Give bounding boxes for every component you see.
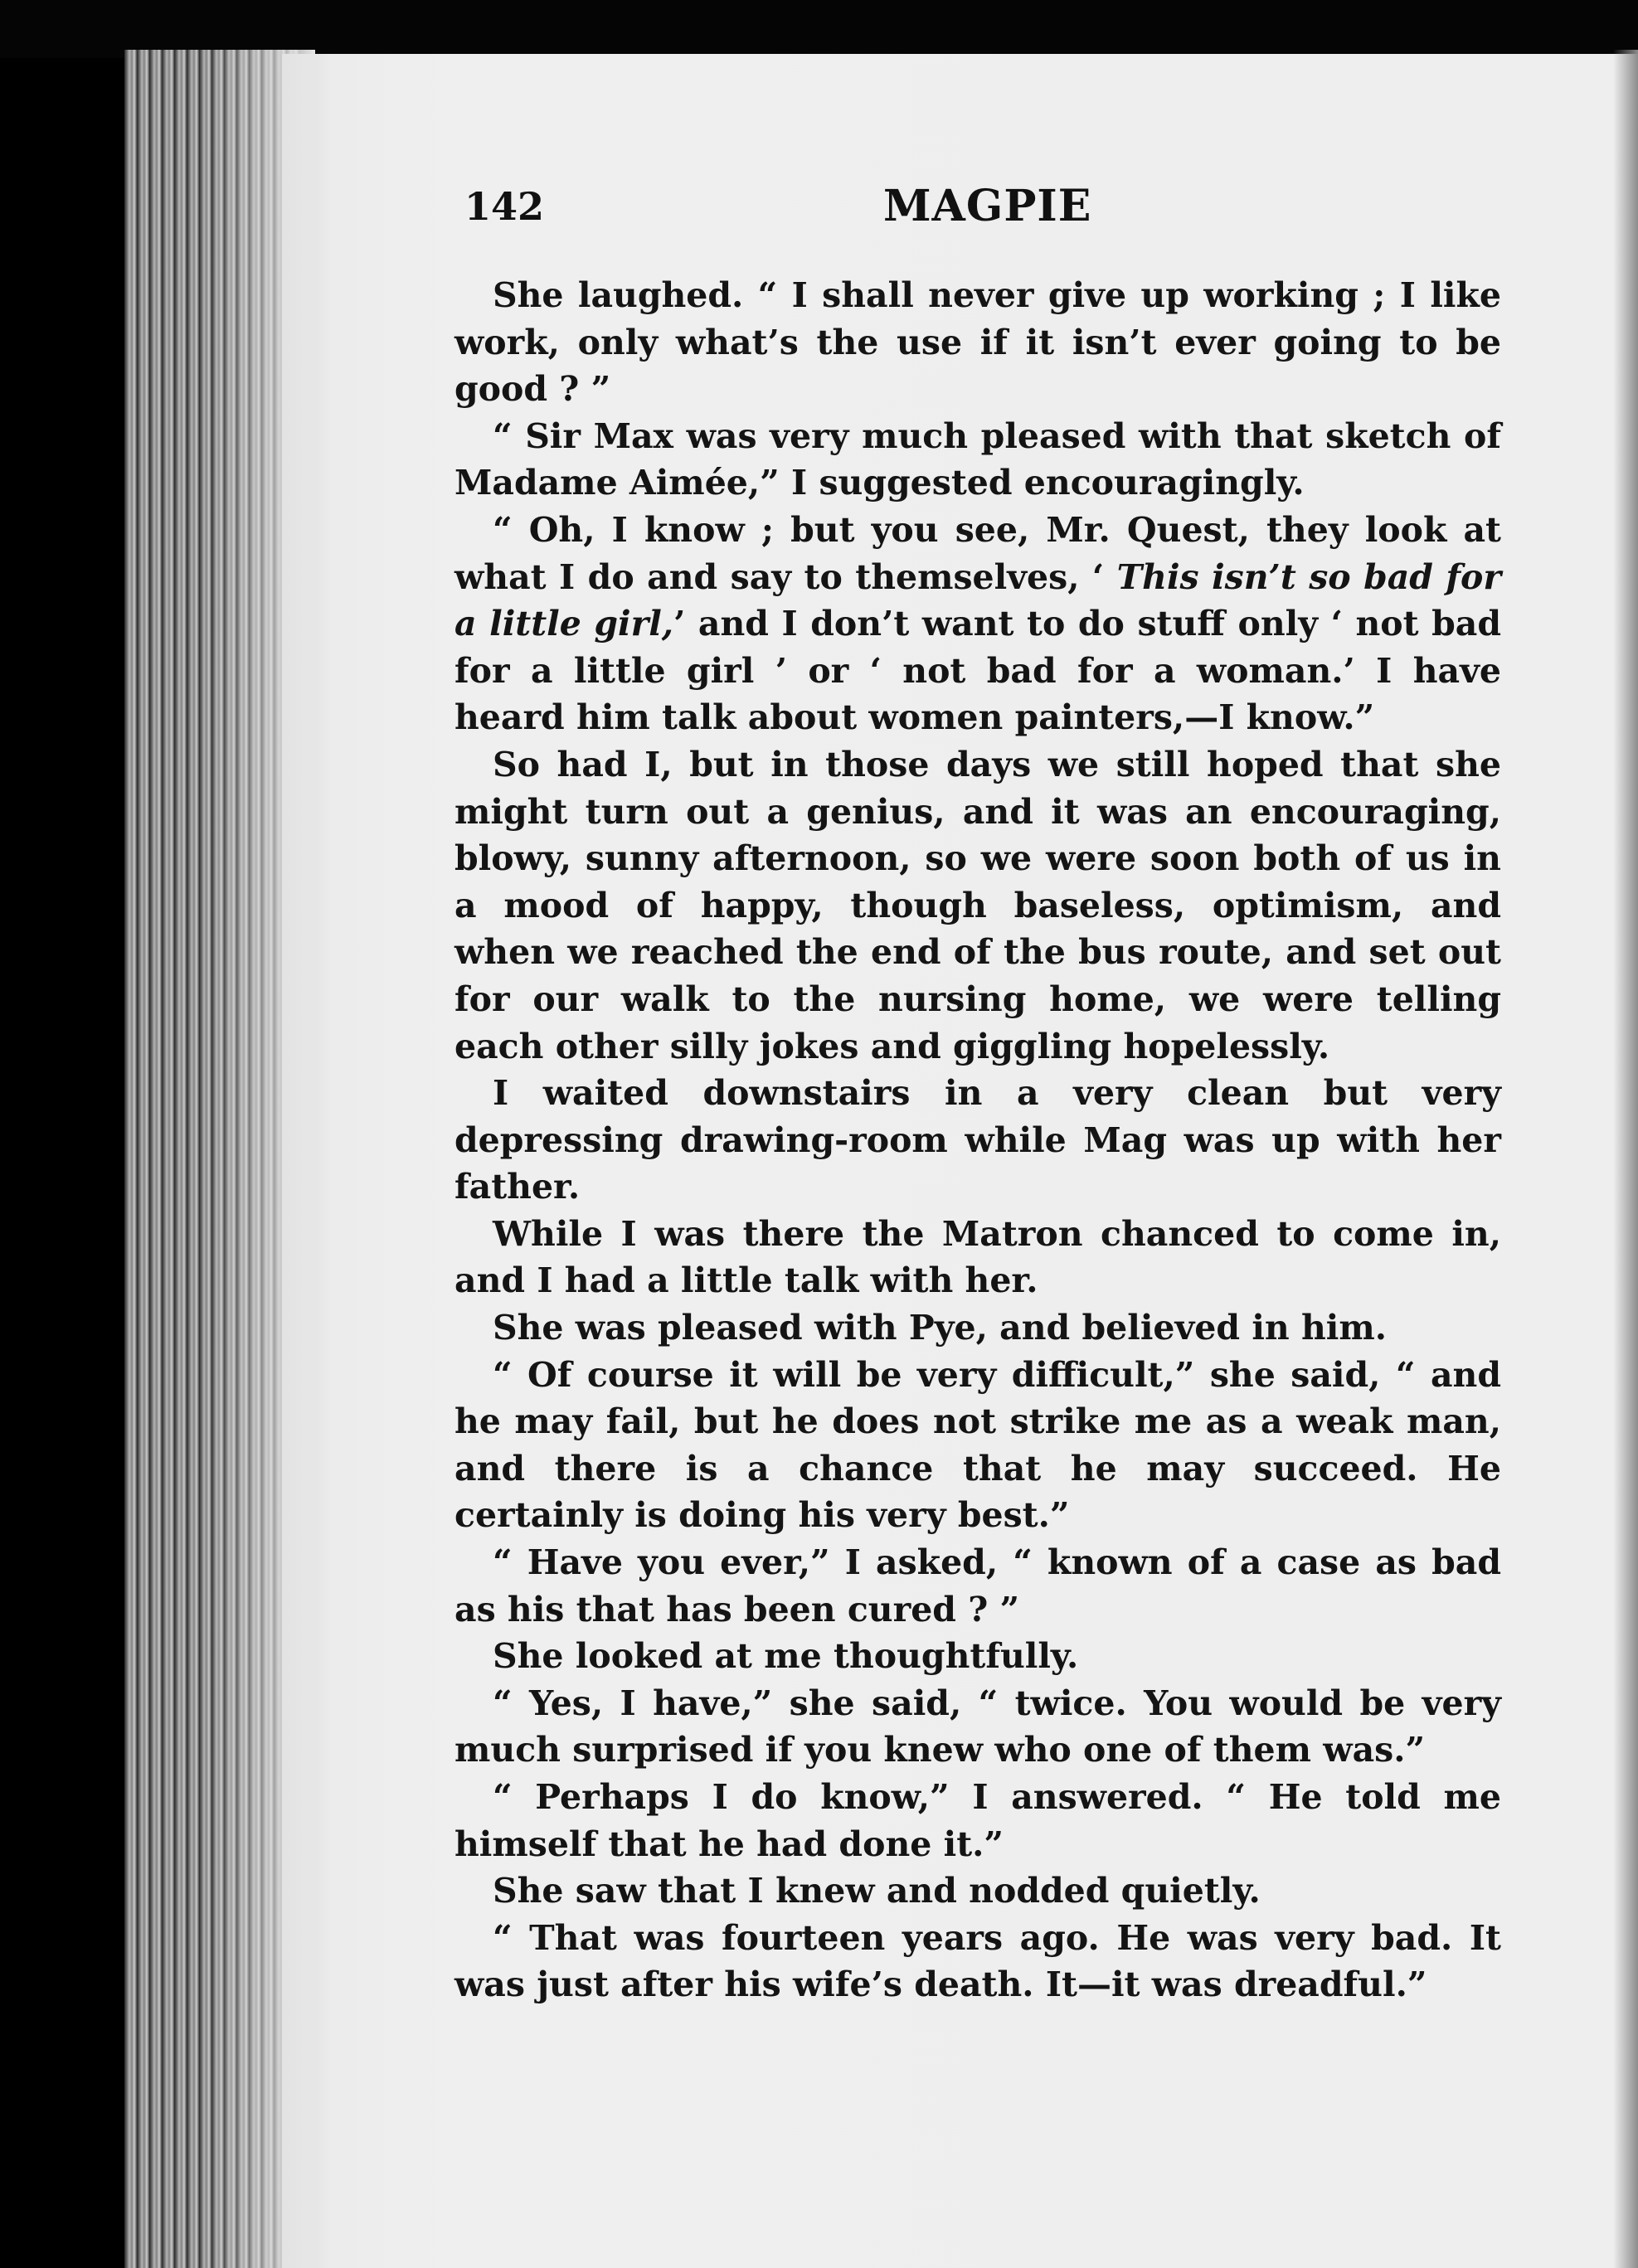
paragraph: “ Have you ever,” I asked, “ known of a case as bad as his that has been cured ? ” (454, 1542, 1501, 1629)
body-text (454, 272, 1501, 2008)
paragraph: “ Perhaps I do know,” I answered. “ He told me himself that he had done it.” (454, 1777, 1501, 1864)
running-head (464, 181, 1501, 242)
paragraph: “ That was fourteen years ago. He was very bad. It was just after his wife’s death. It—it was dreadful.” (454, 1917, 1501, 2005)
paragraph-text: “ Oh, I know ; but you see, Mr. Quest, they look at what I do and say to themselves, ‘ (454, 509, 1501, 597)
paragraph: She looked at me thoughtfully. (493, 1636, 1079, 1677)
paragraph: So had I, but in those days we still hoped that she might turn out a genius, and it was an encouraging, blowy, sunny afternoon, so we were soon both of us in a mood of happy, though baseless, optimism, and when we reached the end of the bus route, and set out for our walk to the nursing home, we were telling each other silly jokes and giggling hopelessly. (454, 744, 1501, 1066)
paragraph: I waited downstairs in a very clean but very depressing drawing-room while Mag was up with her father. (454, 1073, 1501, 1207)
paragraph: “ Yes, I have,” she said, “ twice. You would be very much surprised if you knew who one of them was.” (454, 1683, 1501, 1770)
paragraph (454, 507, 1501, 741)
running-title: MAGPIE (883, 181, 1092, 231)
paragraph: She was pleased with Pye, and believed in him. (493, 1308, 1388, 1348)
paragraph-italic-quote: This isn’t so bad for a little girl, (454, 556, 1502, 644)
paragraph-text: ’ and I don’t want to do stuff only ‘ not bad for a little girl ’ or ‘ not bad for a woman.’ I have heard him talk about women painters,—I know.” (454, 604, 1501, 738)
paragraph: She laughed. “ I shall never give up working ; I like work, only what’s the use if it isn’t ever going to be good ? ” (454, 275, 1501, 410)
page-right-edge (1613, 50, 1638, 2268)
paragraph: “ Of course it will be very difficult,” she said, “ and he may fail, but he does not strike me as a weak man, and there is a chance that he may succeed. He certainly is doing his very best.” (454, 1354, 1501, 1536)
paragraph: While I was there the Matron chanced to come in, and I had a little talk with her. (454, 1213, 1501, 1301)
paragraph: “ Sir Max was very much pleased with that sketch of Madame Aimée,” I suggested encouragingly. (454, 415, 1501, 503)
paragraph: She saw that I knew and nodded quietly. (493, 1871, 1261, 1911)
page-number: 142 (464, 184, 545, 229)
page-gutter-shadow (207, 50, 315, 2268)
